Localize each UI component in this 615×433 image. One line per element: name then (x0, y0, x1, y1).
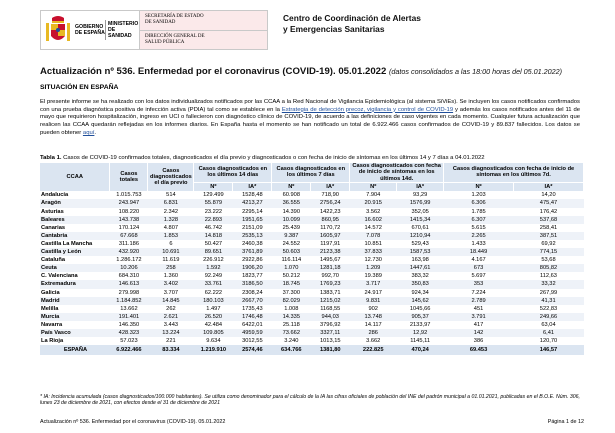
cell-diag14-n: 129.499 (203, 192, 224, 199)
subheader-n: Nº (194, 182, 233, 191)
cell-onset14-n: 19.389 (364, 273, 382, 280)
cell-onset7-n: 142 (444, 329, 514, 337)
cell-onset14-n: 7.078 (350, 232, 397, 240)
cell-diag14-n: 55.879 (194, 199, 233, 207)
cell-prev-day: 13.224 (148, 329, 194, 337)
total-cell-onset14-n: 222.825 (350, 345, 397, 355)
table-caption (40, 155, 485, 161)
cell-ccaa: La Rioja (41, 338, 64, 345)
subheader-n: Nº (444, 182, 514, 191)
cell-diag7-n: 1.070 (272, 264, 311, 272)
cell-diag14-ia: 1823,77 (242, 273, 263, 280)
cell-onset14-n: 10.851 (364, 240, 382, 247)
table-row (40, 297, 584, 305)
cell-diag7-n: 82.029 (272, 297, 311, 305)
cell-onset14-ia: 93,29 (413, 192, 428, 199)
cell-onset14-ia: 1210,94 (397, 232, 444, 240)
cell-diag7-ia: 3796,92 (319, 321, 341, 328)
data-link[interactable]: aquí (82, 129, 95, 136)
table-row (40, 191, 584, 199)
cell-onset14-n: 286 (350, 329, 397, 337)
cell-onset7-ia: 53,68 (541, 257, 556, 264)
cell-prev-day: 2.621 (148, 313, 194, 321)
cell-total: 1.286.172 (116, 257, 142, 264)
cell-onset7-n: 2.265 (444, 232, 514, 240)
cell-onset14-ia: 1447,61 (397, 264, 444, 272)
cell-diag14-n: 14.818 (194, 232, 233, 240)
cell-total: 143.738 (110, 216, 148, 224)
cell-onset7-ia: 69,92 (541, 240, 556, 247)
update-title (40, 66, 562, 77)
cell-prev-day: 221 (166, 338, 176, 345)
cell-onset14-n: 37.833 (350, 248, 397, 256)
cell-diag7-n: 37.300 (282, 289, 300, 296)
table-row (40, 337, 584, 345)
cell-onset14-n: 3.662 (366, 338, 381, 345)
cell-diag7-ia: 1197,91 (320, 240, 341, 247)
cell-ccaa: País Vasco (40, 329, 110, 337)
table-row (40, 289, 584, 297)
cell-prev-day: 6.831 (148, 199, 194, 207)
cell-diag7-n: 73.662 (272, 329, 311, 337)
cell-onset7-n: 5.615 (471, 224, 486, 231)
subheader-ia: IA* (514, 182, 584, 191)
table-header-row (40, 163, 584, 182)
cell-onset7-n: 3.791 (444, 313, 514, 321)
cell-total: 428.323 (110, 329, 148, 337)
cell-diag14-ia: 4213,27 (233, 199, 272, 207)
cell-onset7-ia: 249,66 (514, 313, 584, 321)
cell-diag14-n: 23.222 (204, 208, 223, 215)
cell-onset14-ia: 1415,34 (397, 216, 444, 224)
total-cell-onset7-n: 69.453 (444, 345, 514, 355)
cell-total: 684.310 (118, 273, 140, 280)
centre-title: Centro de Coordinación de Alertas y Emergencias Sanitarias (283, 13, 421, 34)
table-row (40, 199, 584, 207)
cell-diag14-ia: 3761,89 (233, 248, 272, 256)
update-title-text: Actualización nº 536. Enfermedad por el coronavirus (COVID-19). 05.01.2022 (40, 66, 387, 77)
table-row (40, 313, 584, 321)
cell-prev-day: 10.691 (148, 248, 194, 256)
cell-prev-day: 4.807 (163, 224, 179, 231)
cell-onset7-ia: 33,32 (514, 280, 584, 288)
cell-total: 1.184.852 (110, 297, 148, 305)
cell-prev-day: 514 (166, 192, 176, 199)
total-cell-total: 6.922.466 (110, 345, 148, 355)
cell-diag7-ia: 992,70 (321, 273, 339, 280)
cell-diag14-n: 9.634 (206, 338, 221, 345)
table-row (40, 248, 584, 256)
cell-onset7-ia: 14,20 (541, 192, 556, 199)
cell-total: 10.206 (110, 264, 148, 272)
ministry-logo-block (40, 10, 268, 50)
cell-diag14-ia: 3012,55 (242, 338, 263, 345)
cell-onset7-ia: 774,15 (514, 248, 584, 256)
cell-onset7-n: 4.167 (471, 257, 486, 264)
footer-report-title: Actualización nº 536. Enfermedad por el coronavirus (COVID-19). 05.01.2022 (40, 419, 226, 425)
cell-diag14-n: 62.222 (204, 289, 223, 296)
table-row (40, 208, 584, 216)
cell-total: 1.015.753 (116, 192, 142, 199)
cell-onset7-ia: 387,51 (514, 232, 584, 240)
cell-diag14-n: 50.427 (204, 240, 223, 247)
total-cell-onset7-ia: 146,57 (514, 345, 584, 355)
cell-prev-day: 2.342 (163, 208, 179, 215)
cell-diag14-ia: 2151,09 (242, 224, 263, 231)
cell-diag14-ia: 2535,13 (233, 232, 272, 240)
cell-total: 146.350 (118, 321, 140, 328)
total-cell-diag14-n: 1.219.910 (194, 345, 233, 355)
cell-ccaa: C. Valenciana (41, 273, 78, 280)
cell-diag7-n: 18.745 (272, 280, 311, 288)
cell-onset14-ia: 1587,53 (397, 248, 444, 256)
header-ccaa: CCAA (40, 163, 110, 191)
update-subtitle: (datos consolidados a las 18:00 horas del 05.01.2022) (389, 67, 563, 76)
total-cell-diag7-ia: 1381,80 (311, 345, 350, 355)
cell-onset7-n: 18.449 (444, 248, 514, 256)
cell-onset14-n: 12.730 (364, 257, 382, 264)
cell-onset7-ia: 41,31 (514, 297, 584, 305)
government-label: GOBIERNO DE ESPAÑA (75, 24, 105, 36)
cell-diag14-ia: 2295,14 (242, 208, 263, 215)
header-onset-14d: Casos diagnosticados con fecha de inicio de síntomas en los últimos 14d. (350, 163, 444, 182)
cell-onset14-ia: 145,62 (397, 297, 444, 305)
cell-diag14-ia: 1906,20 (233, 264, 272, 272)
cell-prev-day: 1.360 (163, 273, 179, 280)
cell-diag7-n: 14.390 (282, 208, 300, 215)
cell-diag7-ia: 1170,72 (320, 224, 341, 231)
cell-diag7-ia: 1422,23 (319, 208, 341, 215)
table-row (40, 321, 584, 329)
cell-onset14-n: 14.117 (364, 321, 382, 328)
cell-total: 13.662 (120, 305, 138, 312)
cell-total: 311.186 (118, 240, 139, 247)
coat-of-arms-icon (41, 11, 75, 49)
cell-onset7-n: 386 (473, 338, 484, 345)
cell-onset7-n: 5.697 (471, 273, 486, 280)
footer-page-number: Página 1 de 12 (547, 419, 584, 425)
total-label: ESPAÑA (40, 345, 110, 355)
government-name (75, 11, 139, 49)
table-row (40, 224, 584, 232)
cell-ccaa: Castilla y León (40, 248, 110, 256)
cell-diag14-ia: 1528,48 (242, 192, 263, 199)
cell-onset14-n: 902 (368, 305, 378, 312)
cell-onset7-ia: 522,83 (539, 305, 558, 312)
cell-onset7-ia: 258,41 (539, 224, 558, 231)
page-footer (40, 419, 584, 425)
table-total-row (40, 345, 584, 355)
cell-prev-day: 6 (169, 240, 173, 247)
table-row (40, 232, 584, 240)
cell-diag14-ia: 1951,65 (233, 216, 272, 224)
cell-diag7-ia: 1281,18 (311, 264, 350, 272)
table-body (40, 191, 584, 345)
subheader-n: Nº (272, 182, 311, 191)
cell-ccaa: Canarias (41, 224, 66, 231)
cell-total: 108.220 (118, 208, 140, 215)
secretariat-label: SECRETARÍA DE ESTADO DE SANIDAD (145, 14, 204, 26)
table-caption-label: Tabla 1. (40, 155, 62, 161)
cell-total: 67.668 (110, 232, 148, 240)
cell-onset7-n: 1.785 (471, 208, 486, 215)
cell-onset7-ia: 112,63 (540, 273, 557, 280)
cell-prev-day: 1.328 (148, 216, 194, 224)
cell-total: 57.023 (120, 338, 138, 345)
cell-onset14-n: 7.904 (366, 192, 381, 199)
cell-diag7-ia: 944,03 (311, 313, 350, 321)
cell-diag7-n: 60.908 (282, 192, 300, 199)
cell-diag7-ia: 1215,02 (311, 297, 350, 305)
cell-diag14-ia: 2308,24 (242, 289, 263, 296)
cell-diag14-ia: 4959,59 (233, 329, 272, 337)
cell-diag7-n: 116.114 (281, 257, 302, 264)
cell-onset14-ia: 529,43 (411, 240, 429, 247)
cell-onset14-ia: 905,37 (397, 313, 444, 321)
cell-onset14-ia: 1576,99 (397, 199, 444, 207)
cell-onset14-ia: 2133,97 (409, 321, 431, 328)
cell-prev-day: 3.707 (163, 289, 179, 296)
secretariat-panel (139, 11, 267, 49)
cell-onset7-n: 673 (444, 264, 514, 272)
cell-diag14-n: 26.520 (194, 313, 233, 321)
cell-onset7-n: 353 (444, 280, 514, 288)
cell-total: 146.613 (110, 280, 148, 288)
cell-prev-day: 262 (166, 305, 176, 312)
cell-ccaa: Andalucía (41, 192, 69, 199)
cell-onset7-n: 1.433 (471, 240, 486, 247)
cell-diag7-n: 24.552 (282, 240, 300, 247)
cell-onset7-ia: 6,41 (514, 329, 584, 337)
cell-prev-day: 258 (148, 264, 194, 272)
covid-cases-table (40, 163, 584, 355)
cell-onset7-n: 6.307 (444, 216, 514, 224)
cell-diag14-ia: 2667,70 (233, 297, 272, 305)
cell-onset14-n: 20.915 (350, 199, 397, 207)
directorate-label: DIRECCIÓN GENERAL DE SALUD PÚBLICA (140, 30, 267, 50)
cell-diag14-n: 1.497 (206, 305, 221, 312)
cell-diag14-n: 22.893 (194, 216, 233, 224)
cell-ccaa: Baleares (40, 216, 110, 224)
cell-diag7-n: 50.212 (282, 273, 300, 280)
cell-ccaa: Asturias (41, 208, 64, 215)
cell-onset14-ia: 383,32 (411, 273, 429, 280)
cell-diag14-n: 33.761 (194, 280, 233, 288)
table-row (40, 264, 584, 272)
cell-total: 170.124 (118, 224, 140, 231)
cell-onset14-n: 9.831 (350, 297, 397, 305)
cell-diag7-n: 25.118 (282, 321, 300, 328)
cell-total: 243.947 (110, 199, 148, 207)
header-diagnosed-14d: Casos diagnosticados en los últimos 14 días (194, 163, 272, 182)
cell-onset7-n: 7.224 (471, 289, 486, 296)
cell-onset14-ia: 12,92 (397, 329, 444, 337)
cell-onset14-n: 1.209 (350, 264, 397, 272)
table-row (40, 256, 584, 264)
cell-onset7-ia: 805,82 (514, 264, 584, 272)
cell-ccaa: Madrid (40, 297, 110, 305)
cell-onset7-ia: 475,47 (514, 199, 584, 207)
cell-diag7-ia: 1495,67 (319, 257, 341, 264)
cell-diag7-ia: 2123,38 (311, 248, 350, 256)
subheader-ia: IA* (233, 182, 272, 191)
cell-onset7-n: 2.789 (444, 297, 514, 305)
cell-onset7-ia: 63,04 (541, 321, 556, 328)
header-diagnosed-7d: Casos diagnosticados en los últimos 7 días (272, 163, 350, 182)
cell-ccaa: Cataluña (41, 257, 66, 264)
cell-diag7-ia: 1168,55 (320, 305, 341, 312)
cell-prev-day: 11.619 (162, 257, 180, 264)
cell-diag14-ia: 2460,38 (242, 240, 263, 247)
cell-ccaa: Aragón (40, 199, 110, 207)
total-cell-prev-day: 83.334 (148, 345, 194, 355)
cell-total: 432.920 (110, 248, 148, 256)
cell-total: 191.401 (110, 313, 148, 321)
total-cell-diag14-ia: 2574,46 (233, 345, 272, 355)
table-row (40, 305, 584, 313)
header-previous-day: Casos diagnosticados el día previo (148, 163, 194, 191)
cell-diag14-ia: 1735,43 (242, 305, 263, 312)
cell-ccaa: Castilla La Mancha (41, 240, 93, 247)
cell-prev-day: 3.443 (163, 321, 179, 328)
cell-onset7-ia: 176,42 (539, 208, 558, 215)
subheader-ia: IA* (397, 182, 444, 191)
table-row (40, 240, 584, 248)
cell-diag14-n: 1.592 (194, 264, 233, 272)
cell-diag7-n: 14.335 (272, 313, 311, 321)
strategy-link[interactable]: Estrategia de detección precoz, vigilancia y control de COVID-19 (281, 106, 454, 113)
cell-diag7-n: 25.439 (282, 224, 300, 231)
intro-paragraph (40, 99, 580, 138)
cell-ccaa: Murcia (40, 313, 110, 321)
cell-ccaa: Melilla (41, 305, 59, 312)
cell-onset14-ia: 1045,66 (409, 305, 431, 312)
cell-onset7-n: 417 (473, 321, 484, 328)
cell-diag7-n: 3.240 (284, 338, 299, 345)
header-onset-7d: Casos diagnosticados con fecha de inicio de síntomas en los últimos 7d. (444, 163, 584, 182)
header-total-cases: Casos totales (110, 163, 148, 191)
cell-onset7-ia: 120,70 (539, 338, 558, 345)
cell-onset14-ia: 352,05 (411, 208, 429, 215)
table-caption-text: Casos de COVID-19 confirmados totales, diagnosticados el día previo y diagnosticados o con fecha de inicio de síntomas en los últimos 14 y 7 días a 04.01.2022 (61, 155, 485, 161)
intro-text-2: y además los casos notificados antes del 11 de mayo que requirieron hospitalización, ingreso en UCI o fallecieron con diagnóstico clínico de COVID-19, de acuerdo a las definiciones de caso vigentes en cada momento. Cualquier futura actualización que realicen las CCAA quedarán reflejadas en los informes diarios. En España hasta el momento se han notificado un total de 6.922.466 casos confirmados de COVID-19 y 89.837 fallecidos. Los datos se pueden obtener (40, 106, 580, 136)
cell-ccaa: Cantabria (40, 232, 110, 240)
subheader-ia: IA* (311, 182, 350, 191)
cell-diag14-n: 89.651 (194, 248, 233, 256)
table-row (40, 329, 584, 337)
cell-onset14-ia: 670,61 (411, 224, 429, 231)
cell-diag7-n: 10.099 (272, 216, 311, 224)
cell-ccaa: Ceuta (40, 264, 110, 272)
cell-onset14-n: 13.748 (350, 313, 397, 321)
cell-total: 279.998 (118, 289, 140, 296)
cell-diag14-n: 109.805 (194, 329, 233, 337)
cell-prev-day: 14.845 (148, 297, 194, 305)
table-row (40, 272, 584, 280)
cell-onset14-n: 24.917 (364, 289, 382, 296)
cell-onset14-ia: 1145,11 (410, 338, 430, 345)
cell-diag14-n: 46.742 (204, 224, 223, 231)
document-header (0, 0, 615, 58)
total-cell-diag7-n: 634.766 (272, 345, 311, 355)
cell-diag14-n: 92.249 (204, 273, 223, 280)
cell-ccaa: Extremadura (40, 280, 110, 288)
cell-diag7-ia: 860,95 (311, 216, 350, 224)
table-row (40, 280, 584, 288)
cell-onset7-n: 1.203 (471, 192, 486, 199)
cell-diag14-n: 42.484 (204, 321, 223, 328)
cell-onset14-ia: 350,83 (397, 280, 444, 288)
cell-diag7-n: 50.603 (272, 248, 311, 256)
cell-diag7-n: 9.387 (272, 232, 311, 240)
intro-text-1: El presente informe se ha realizado con los datos individualizados notificados por las CCAA a la Red Nacional de Vigilancia Epidemiológica (al sistema SiViEs). Se incluyen los casos notificados confirmados con una prueba diagnóstica positiva de infección activa (PDIA) tal como se establece en la (40, 99, 580, 113)
cell-diag14-ia: 6422,01 (242, 321, 263, 328)
cell-diag14-ia: 1746,48 (233, 313, 272, 321)
cell-diag7-ia: 718,90 (321, 192, 339, 199)
cell-diag7-ia: 2756,24 (311, 199, 350, 207)
ministry-label: MINISTERIO DE SANIDAD (105, 20, 139, 40)
cell-diag7-ia: 3327,11 (311, 329, 350, 337)
cell-onset7-ia: 267,99 (539, 289, 558, 296)
subheader-n: Nº (350, 182, 397, 191)
cell-diag7-ia: 1769,23 (311, 280, 350, 288)
cell-diag14-ia: 2922,86 (242, 257, 263, 264)
cell-diag7-n: 36.555 (272, 199, 311, 207)
cell-onset14-ia: 163,98 (411, 257, 429, 264)
cell-diag7-ia: 1605,97 (311, 232, 350, 240)
cell-ccaa: Galicia (41, 289, 60, 296)
cell-onset14-n: 14.572 (364, 224, 382, 231)
intro-text-3: . (94, 129, 97, 136)
cell-prev-day: 3.402 (148, 280, 194, 288)
cell-diag14-n: 180.103 (194, 297, 233, 305)
cell-onset7-n: 6.306 (444, 199, 514, 207)
cell-onset14-n: 3.562 (366, 208, 381, 215)
cell-onset14-n: 16.602 (350, 216, 397, 224)
cell-diag14-n: 226.912 (203, 257, 224, 264)
total-cell-onset14-ia: 470,24 (397, 345, 444, 355)
table-row (40, 216, 584, 224)
cell-onset7-n: 451 (473, 305, 484, 312)
section-title: SITUACIÓN EN ESPAÑA (40, 84, 119, 91)
cell-prev-day: 1.853 (148, 232, 194, 240)
cell-diag7-ia: 1013,15 (319, 338, 341, 345)
cell-diag7-ia: 1383,71 (319, 289, 341, 296)
table-footnote: * IA: Incidencia acumulada (casos diagnosticados/100.000 habitantes). Se utiliza como denominador para el cálculo de la IA las cifras oficiales de población del INE del padrón municipal a 01.01.2021, publicadas en el B.O.E. Núm. 306, lunes 23 de diciembre de 2021, con efectos desde el 31 de diciembre de 2021 (40, 394, 580, 407)
cell-diag7-n: 1.008 (284, 305, 299, 312)
cell-onset14-n: 3.717 (350, 280, 397, 288)
cell-onset7-ia: 537,68 (514, 216, 584, 224)
cell-onset14-ia: 924,34 (411, 289, 429, 296)
cell-ccaa: Navarra (41, 321, 63, 328)
cell-diag14-ia: 3186,50 (233, 280, 272, 288)
